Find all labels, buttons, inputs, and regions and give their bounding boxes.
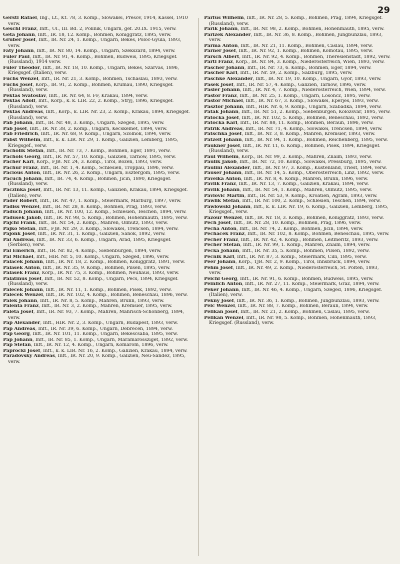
list-entry: Pasek Josef, Inft., IR. Nr. 57, 4. Komp., Galizien, Tarnów, 1896, verw.	[204, 82, 367, 88]
entry-name: Parma Anton	[204, 43, 238, 49]
entry-name: Pecher Stefan	[204, 243, 241, 249]
list-entry: Palenta Franz, Inft., IR. Nr. 3, 2. Komp., Mähren, Kremsier, 1895, verw.	[3, 304, 173, 310]
entry-name: Patschka Josef	[204, 132, 242, 138]
list-entry: Palacek Johann, Inft., IR. Nr. 18, 2. Komp., Böhmen, Königgrätz, 1891, verw.	[3, 260, 186, 266]
list-entry: Patocka Karl, Inft., IR. Nr. 88, 11. Komp., Böhmen, Beraun, 1896, verw.	[204, 121, 374, 127]
entry-name: Pap Georg	[3, 332, 30, 338]
entry-details: Inft., IR. Nr. 21, 11. Komp., Böhmen, Časlau, 1894, verw.	[240, 43, 374, 49]
entry-details: Inft., IR. Nr. 54, 2. Komp., Mähren, Olmütz, 1893, verw.	[38, 221, 169, 227]
entry-details: Inft., IR. Nr. 72, 10. Komp., Slowakei, Pressburg, 1895, verw.	[239, 160, 382, 166]
entry-details: Inft., IR. Nr. 52, 8. Komp., Ungarn, Pécs, 1894, Kriegsgef. (Russland), verw.	[8, 276, 179, 288]
list-entry: Pech Josef, Inft., IR. Nr. 28, 10. Komp., Böhmen, Prag, 1896, verw.	[204, 221, 362, 227]
list-entry: Peer Johann, Korp., TJR. Nr. 2, 9. Komp., Tirol, Innsbruck, 1894, verw.	[204, 260, 371, 266]
entry-details: Inft., IR. Nr. 3, 2. Komp., Mähren, Kremsier, 1895, verw.	[41, 304, 173, 310]
entry-details: Inft., IR. Nr. 100, 12. Komp., Schlesien, Teschen, 1894, verw.	[44, 210, 187, 216]
entry-details: Inft., IR. Nr. 97, 3. Komp., Küstenland, Triest, 1894, verw.	[252, 165, 388, 171]
entry-details: Inft., IR. Nr. 1, 4. Komp., Schlesien, Troppau, 1896, verw.	[40, 165, 174, 171]
entry-details: Inft., IR. Nr. 67, 3. Komp., Slowakei, Eperjes, 1893, verw.	[245, 99, 379, 105]
list-entry: Fuchs Wenzel, Inft., IR. Nr. 21, 3. Komp., Böhmen, Tschaslau, 1893, verw.	[3, 77, 178, 83]
list-entry: Pavelka Anton, Inft., IR. Nr. 8, 4. Komp., Mähren, Brünn, 1896, verw.	[204, 176, 369, 182]
list-entry: Pacholik Stefan, Inft., IR. Nr. 73, 7. Komp., Böhmen, Eger, 1891, verw.	[3, 149, 171, 155]
entry-name: Paulik Jakob	[204, 160, 237, 166]
entry-name: Pektas Svatoslav	[3, 93, 46, 99]
entry-name: Faty Johann	[3, 49, 34, 55]
list-entry: Parfus Wilhelm, Inft., IR. Nr. 28, 5. Komp., Böhmen, Prag, 1894, Kriegsgef. (Russland), verw.	[204, 16, 383, 27]
entry-details: Inft., IR. Nr. 21, 2. Komp., Böhmen, Časlau, 1895, verw.	[240, 309, 370, 315]
list-entry: Pecher Stefan, Inft., IR. Nr. 99, 1. Komp., Mähren, Znaim, 1894, verw.	[204, 243, 371, 249]
entry-name: Patrik Andreas	[204, 126, 243, 132]
list-entry: Paprocki Josef, Inft., k. k. LIR. Nr. 16, 2. Komp., Galizien, Krakau, 1894, verw.	[3, 348, 188, 354]
entry-name: Pachols Georg	[3, 154, 41, 160]
entry-details: Inft., IR. Nr. 8, 5. Komp., Mähren, Brünn, 1893, verw.	[39, 298, 165, 304]
list-entry: Partl Franz, Korp., IR. Nr. 84, 3. Komp., Niederösterreich, Wien, 1893, verw.	[204, 60, 385, 66]
entry-name: Fuler Theodor	[3, 65, 40, 71]
entry-details: Inft., IR. Nr. 18, 10. Komp., Ungarn, Bekés, Szarvas, 1896, Kriegsgef. (Italien), verw.	[8, 65, 180, 77]
entry-details: Korp., IR. 91, 2. Komp., Böhmen, Krumau, 1890, Kriegsgef. (Russland), verw.	[8, 82, 174, 94]
entry-name: Fuchs Josef	[3, 82, 33, 88]
list-entry: Pab Friedrich, Inft., IR. Nr. 68, 9. Komp., Ungarn, Szolnok, 1894, verw.	[3, 132, 172, 138]
entry-details: Inft., IR. Nr. 51, 2. Komp., Siebenbürgen, Kolozsvár, 1895, verw.	[241, 110, 391, 116]
entry-name: Pascher Johann	[204, 65, 245, 71]
entry-name: Pasler Johann	[204, 88, 240, 94]
entry-name: Fuchs Wenzel	[3, 77, 39, 83]
list-entry: Palecek Johann, Inft., IR. Nr. 11, 1. Komp., Böhmen, Pisek, 1892, verw.	[3, 287, 172, 293]
entry-name: Palasek Anton	[3, 265, 40, 271]
entry-details: Inft., IR. Nr. 18, 3. Komp., Böhmen, Königgrätz, 1893, verw.	[244, 215, 384, 221]
entry-details: Inft., IR. Nr. 98, 2. Komp., Böhmen, Hohenmauth, 1895, verw.	[240, 27, 385, 33]
list-entry: Pasler Johann, Inft., IR. Nr. 4, 7. Komp., Niederösterreich, Wien, 1894, verw.	[204, 88, 386, 94]
entry-details: Inft., IR. Nr. 35, 5. Komp., Böhmen, Pilsen, 1892, verw.	[242, 248, 370, 254]
entry-name: Palacek Johann	[3, 260, 43, 266]
entry-name: Parizek Alexander	[204, 32, 251, 38]
entry-details: Inft., IR. Nr. 74, 2. Komp., Böhmen, Jičín, 1894, verw.	[239, 226, 364, 232]
entry-details: Inft., IR. Nr. 33, 6. Komp., Ungarn, Arad, 1895, Kriegsgef. (Serbien), verw.	[8, 237, 172, 249]
entry-name: Pacher Karl	[3, 160, 34, 166]
entry-name: Paduch Johann	[3, 210, 42, 216]
entry-details: Inft., IR. Nr. 12, 4. Komp., Ungarn, Komárom, 1896, verw.	[33, 343, 169, 349]
entry-details: Inft., IR. Nr. 46, 4. Komp., Ungarn, Szeged, 1896, Kriegsgef. (Italien), verw.	[209, 287, 383, 299]
entry-name: Padusek Jakob	[3, 215, 41, 221]
entry-name: Geschl Franz	[3, 27, 37, 33]
entry-name: Pehm Josef	[204, 265, 233, 271]
entry-name: Pecnik Karl	[204, 254, 235, 260]
entry-name: Pektas Andreas	[3, 110, 43, 116]
entry-name: Pap Johann	[3, 337, 33, 343]
entry-name: Geta Johann	[3, 32, 35, 38]
entry-details: Inft., IR. Nr. 27, 11. Komp., Steiermark, Graz, 1894, verw.	[244, 282, 380, 288]
entry-details: Inft., IR. Nr. 18, 2. Komp., Böhmen, Königgrätz, 1891, verw.	[45, 260, 186, 266]
entry-details: Inft., IR. Nr. 98, 5. Komp., Böhmen, Hohenmauth, 1895, verw.	[43, 215, 188, 221]
entry-details: Inft., FJB. Nr. 29, 3. Komp., Slowakei, Trencsén, 1894, verw.	[38, 226, 179, 232]
list-entry: Pap Georg, Inft., IR. Nr. 101, 11. Komp., Ungarn, Békéscsaba, 1895, verw.	[3, 332, 179, 338]
list-entry: Fuler Paul, Inft., IR. Nr. 91, 4. Komp., Böhmen, Budweis, 1895, Kriegsgef. (Russland), 1914 verw.	[3, 54, 178, 66]
entry-details: Inft., IR. Nr. 36, 1. Komp., Böhmen, Jungbunzlau, 1893, verw.	[236, 298, 380, 304]
entry-name: Paprocki Josef	[3, 348, 41, 354]
entry-name: Palatinus Josef	[3, 276, 42, 282]
list-entry: Paulini Alexander, Inft., IR. Nr. 97, 3. Komp., Küstenland, Triest, 1894, verw.	[204, 165, 388, 171]
list-entry: Parsch Albert, Inft., IR. Nr. 92, 4. Komp., Böhmen, Theresienstadt, 1892, verw.	[204, 54, 391, 60]
entry-details: Inft., IR. 74, 4. Komp., Böhmen, Jičín, 1890, Kriegsgef. (Russland), verw.	[8, 176, 172, 188]
entry-name: Parsch Albert	[204, 54, 240, 60]
entry-details: Inft., IR. Nr. 13, 11. Komp., Galizien, Krakau, 1894, Kriegsgef. (Italien), verw.	[8, 187, 188, 199]
entry-details: Inft., IR. Nr. 21, 3. Komp., Böhmen, Tschaslau, 1893, verw.	[41, 77, 178, 83]
entry-name: Paleta Josef	[3, 309, 34, 315]
entry-name: Pektas Adolf	[3, 99, 36, 105]
entry-name: Palenta Franz	[3, 304, 39, 310]
list-entry: Paschke Alexander, Inft., IR. Nr. 19, 10. Komp., Ungarn, Győr, 1893, verw.	[204, 77, 382, 83]
entry-name: Pacious Anton	[3, 171, 40, 177]
entry-name: Paradovsky Andreas	[3, 354, 55, 360]
entry-details: Inft., IR. Nr. 57, 10. Komp., Galizien, Tarnów, 1895, verw.	[42, 154, 177, 160]
entry-name: Pachur Franz	[3, 165, 38, 171]
list-entry: Paukner Josef, Inft., IR. Nr. 11, 6. Komp., Böhmen, Pisek, 1894, Kriegsgef. (Russland), verw.	[204, 143, 381, 155]
entry-details: Inft., IR. Nr. 47, 1. Komp., Steiermark, Marburg, 1897, verw.	[40, 199, 182, 205]
entry-name: Patzelt Johann	[204, 138, 242, 144]
list-entry: Pelikan Josef, Inft., IR. Nr. 21, 2. Komp., Böhmen, Časlau, 1895, verw.	[204, 309, 370, 315]
list-entry: Paczinka Josef, Inft., IR. Nr. 13, 11. Komp., Galizien, Krakau, 1894, Kriegsgef. (Italien), verw.	[3, 187, 188, 199]
list-entry: Palek Johann, Inft., IR. Nr. 8, 5. Komp., Mähren, Brünn, 1893, verw.	[3, 298, 165, 304]
entry-details: Inft., IR. Nr. 24, 1. Komp., Ungarn, Bekés, Pölöc-Gyula, 1893, verw.	[8, 38, 182, 49]
entry-name: Pastor Michael	[204, 99, 243, 105]
entry-details: Inft., IR. Nr. 4, 7. Komp., Niederösterreich, Wien, 1894, verw.	[242, 88, 386, 94]
entry-details: Inft., k. k. LIR. Nr. 29, 1. Komp., Galizien, Lemberg, 1895, Kriegsgef., verw.	[8, 138, 179, 149]
entry-name: Peinlich Anton	[204, 282, 243, 288]
entry-name: Palecek Wenzel	[3, 293, 43, 299]
list-entry: Peinlich Anton, Inft., IR. Nr. 27, 11. Komp., Steiermark, Graz, 1894, verw.	[204, 282, 380, 288]
entry-name: Pab Friedrich	[3, 132, 38, 138]
list-entry: Parizek Alexander, Inft., IR. Nr. 36, 8. Komp., Böhmen, Jungbunzlau, 1893, verw.	[204, 32, 383, 44]
entry-name: Parner Josef	[204, 49, 236, 55]
entry-name: Pajchl Frank	[3, 221, 36, 227]
entry-details: Inft., IR. Nr. 94, 1. Komp., Böhmen, Reichenberg, 1895, verw.	[244, 138, 388, 144]
entry-name: Pech Josef	[204, 221, 231, 227]
entry-name: Pascher Karl	[204, 71, 238, 77]
entry-name: Pecher Franz	[204, 237, 238, 243]
list-entry: Padusek Jakob, Inft., IR. Nr. 98, 5. Komp., Böhmen, Hohenmauth, 1895, verw.	[3, 215, 188, 221]
list-entry: Pehm Josef, Inft., IR. Nr. 49, 2. Komp., Niederösterreich, St. Pölten, 1893, verw.	[204, 265, 379, 277]
list-entry: Pacuch Johann, Inft., IR. 74, 4. Komp., Böhmen, Jičín, 1890, Kriegsgef. (Russland), verw.	[3, 176, 172, 188]
list-entry: Pecha Anton, Inft., IR. Nr. 74, 2. Komp., Böhmen, Jičín, 1894, verw.	[204, 226, 364, 232]
list-entry: Fuchs Josef, Korp., IR. 91, 2. Komp., Böhmen, Krumau, 1890, Kriegsgef. (Russland), verw.	[3, 82, 174, 94]
list-entry: Pecher Franz, Inft., IR. Nr. 42, 4. Komp., Böhmen, Leitmeritz, 1893, verw.	[204, 237, 379, 243]
list-entry: Pachols Georg, Inft., IR. Nr. 57, 10. Komp., Galizien, Tarnów, 1895, verw.	[3, 154, 177, 160]
entry-name: Palecek Johann	[3, 287, 43, 293]
entry-details: Inft., IR. Nr. 19, 10. Komp., Ungarn, Győr, 1893, verw.	[255, 77, 382, 83]
list-entry: Pasztor Johann, Inft., HIR. Nr. 6, 9. Komp., Ungarn, Szabadka, 1894, verw.	[204, 104, 382, 110]
list-entry: Gerstl Rafael, Ing., Lt., Kt. 78, 3. Komp., Slowakei, Prešov, 1914, Kassel, 1910 verw.	[3, 16, 188, 27]
entry-details: Inft., IR. Nr. 64, 8. FF, Krakau, 1894, verw.	[48, 93, 149, 99]
entry-details: Inft., IR. Nr. 11, 1. Komp., Böhmen, Pisek, 1892, verw.	[45, 287, 172, 293]
entry-name: Patocka Karl	[204, 121, 238, 127]
entry-details: Inft., k. k. LIR. Nr. 19, 6. Komp., Galizien, Lemberg, 1895, Kriegsgef., verw.	[209, 204, 389, 216]
entry-name: Pasek Josef	[204, 82, 234, 88]
list-entry: Pascher Johann, Inft., IR. Nr. 73, 6. Komp., Böhmen, Eger, 1894, verw.	[204, 65, 372, 71]
entry-details: Inft., IR. Nr. 48, 3. Komp., Ungarn, Szeged, 1895, verw.	[35, 121, 165, 127]
entry-details: Inft., IR. Nr. 102, 5. Komp., Böhmen, Beneschau, 1892, verw.	[241, 115, 384, 121]
list-entry: Gruber Josef, Inft., IR. Nr. 24, 1. Komp., Ungarn, Bekés, Pölöc-Gyula, 1893, verw.	[3, 38, 182, 49]
list-entry: Palecek Wenzel, Inft., IR. Nr. 102, 4. Komp., Böhmen, Beneschau, 1896, verw.	[3, 293, 188, 299]
list-entry: Paduch Johann, Inft., IR. Nr. 100, 12. Komp., Schlesien, Teschen, 1894, verw.	[3, 210, 187, 216]
entry-details: Inft., IR. Nr. 3, 8. Komp., Mähren, Kremsier, 1893, verw.	[244, 132, 376, 138]
list-entry: Paleta Josef, Inft., IR. Nr. 93, 7. Komp., Mähren, Mährisch-Schönberg, 1894, verw.	[3, 309, 185, 321]
entry-details: Inft., IR. Nr. 13, 7. Komp., Galizien, Krakau, 1894, verw.	[238, 182, 369, 188]
list-entry: Pab Josef, Inft., IR. Nr. 38, 2. Komp., Ungarn, Kecskemét, 1894, verw.	[3, 126, 168, 132]
entry-name: Pavlovic Martin	[204, 193, 245, 199]
entry-name: Peker Johann	[204, 287, 239, 293]
entry-details: Inft., IR. Nr. 93, 7. Komp., Mähren, Mährisch-Schönberg, 1894, verw.	[8, 309, 185, 321]
entry-details: Inft., IR. Nr. 102, 8. Komp., Böhmen, Beneschau, 1895, verw.	[247, 232, 390, 238]
entry-details: Inft., IR. Nr. 31, 1. Komp., Galizien, Sanok, 1892, verw.	[37, 232, 166, 238]
entry-name: Pabst Wilhelm	[3, 138, 41, 144]
entry-details: Inft., HIR. Nr. 6, 9. Komp., Ungarn, Szabadka, 1894, verw.	[245, 104, 382, 110]
entry-name: Gruber Josef	[3, 38, 36, 44]
list-entry: Patschka Josef, Inft., IR. Nr. 3, 8. Komp., Mähren, Kremsier, 1893, verw.	[204, 132, 376, 138]
entry-details: Inft., Korp., k. LIR. Nr. 23, 2. Komp., Krakau, 1894, Kriegsgef. (Russland), verw.	[8, 110, 190, 121]
list-entry: Pavlovic Martin, Inft., IR. Nr. 53, 9. Komp., Kroatien, Agram, 1893, verw.	[204, 193, 378, 199]
entry-name: Pal Andreas	[3, 237, 34, 243]
list-entry: Patak Johann, Inft., IR. Nr. 51, 2. Komp., Siebenbürgen, Kolozsvár, 1895, verw.	[204, 110, 391, 116]
entry-name: Padiss Wenzel	[3, 204, 40, 210]
entry-name: Paschke Alexander	[204, 77, 253, 83]
list-entry: Geta Johann, Inft., IR. 18, 12. Komp., Böhmen, Koniggrätz, 1895, verw.	[3, 32, 172, 38]
entry-details: Inft., IR. Nr. 53, 9. Komp., Kroatien, Agram, 1893, verw.	[247, 193, 378, 199]
entry-name: Gerstl Rafael	[3, 16, 37, 21]
entry-details: Inft., IR. Nr. 38, 2. Komp., Ungarn, Kecskemét, 1894, verw.	[29, 126, 168, 132]
entry-details: Inft., IR. Nr. 26, 2. Komp., Ungarn, Esztergom, 1895, verw.	[42, 171, 181, 177]
entry-name: Paul Wilhelm	[204, 154, 239, 160]
entry-details: Inft., IR. Nr. 101, 11. Komp., Ungarn, Békéscsaba, 1895, verw.	[32, 332, 179, 338]
entry-details: Inft., IR. Nr. 36, 8. Komp., Böhmen, Jungbunzlau, 1893, verw.	[209, 32, 383, 44]
entry-details: Inft., IR. Nr. 28, 8. Komp., Böhmen, Prag, 1893, verw.	[42, 204, 167, 210]
list-entry: Parik Johann, Inft., IR. Nr. 98, 2. Komp., Böhmen, Hohenmauth, 1895, verw.	[204, 27, 385, 33]
entry-details: Inft., IR. Nr. 54, 1. Komp., Mähren, Olmütz, 1895, verw.	[242, 187, 373, 193]
entry-details: Inft., IR. Nr. 88, 7. Komp., Böhmen, Beraun, 1894, verw.	[237, 304, 369, 310]
list-entry: Pauser Johann, Inft., IR. Nr. 14, 5. Komp., Oberösterreich, Linz, 1892, verw.	[204, 171, 385, 177]
list-entry: Pachur Franz, Inft., IR. Nr. 1, 4. Komp., Schlesien, Troppau, 1896, verw.	[3, 165, 174, 171]
entry-details: Inft., IR. Nr. 99, 1. Komp., Mähren, Znaim, 1894, verw.	[242, 243, 371, 249]
list-entry: Peichl Georg, Inft., IR. Nr. 91, 6. Komp., Böhmen, Budweis, 1895, verw.	[204, 276, 374, 282]
right-column	[204, 16, 392, 327]
entry-details: Inft., IR. Nr. 98, 5. Komp., Böhmen, Hohenmauth, 1893, Kriegsgef. (Russland), verw.	[209, 315, 377, 327]
list-entry: Pajonk Josef, Inft., IR. Nr. 31, 1. Komp., Galizien, Sanok, 1892, verw.	[3, 232, 166, 238]
entry-details: Inft., IR. Nr. 68, 9. Komp., Ungarn, Szolnok, 1894, verw.	[40, 132, 172, 138]
entry-name: Patak Johann	[204, 110, 239, 116]
entry-details: Inft., Korp., k. k. LIR. 22, 2. Komp., Stryj, 1896, Kriegsgef. (Russland), verw.	[8, 99, 174, 110]
entry-name: Pazour Wenzel	[204, 215, 242, 221]
entry-details: Korp., IR. Nr. 99, 2. Komp., Mähren, Znaim, 1893, verw.	[241, 154, 372, 160]
list-entry: Pacher Karl, Korp., FJB. Nr. 24, 3. Komp., Tirol, Bozen, 1893, verw.	[3, 160, 163, 166]
entry-details: Inft., IR. Nr. 11, 6. Komp., Böhmen, Pisek, 1894, Kriegsgef. (Russland), verw.	[209, 143, 381, 155]
entry-name: Parik Johann	[204, 27, 238, 33]
list-entry: Pal Michael, Inft., HIR. Nr. 5, 10. Komp., Ungarn, Szeged, 1896, verw.	[3, 254, 170, 260]
list-entry: Parner Josef, Inft., IR. Nr. 92, 1. Komp., Böhmen, Komotau, 1895, verw.	[204, 49, 374, 55]
entry-name: Peer Johann	[204, 260, 236, 266]
entry-details: Inft., IR. Nr. 100, 2. Komp., Schlesien, Teschen, 1894, verw.	[242, 199, 381, 205]
list-entry: Pader Robert, Inft., IR. Nr. 47, 1. Komp., Steiermark, Marburg, 1897, verw.	[3, 199, 182, 205]
list-entry: Paradovsky Andreas, Inft., IR. Nr. 20, 9. Komp., Galizien, Neu-Sandez, 1895, verw.	[3, 354, 186, 365]
list-entry: Patzelt Johann, Inft., IR. Nr. 94, 1. Komp., Böhmen, Reichenberg, 1895, verw.	[204, 138, 388, 144]
entry-name: Pecka Johann	[204, 248, 240, 254]
entry-details: Inft., IR. Nr. 80, 14. Komp., Ungarn, Szekszárd, 1894, verw.	[36, 49, 176, 55]
entry-details: Inft., IR. Nr. 73, 7. Komp., Böhmen, Eger, 1891, verw.	[46, 149, 171, 155]
entry-details: Inft., IR. Nr. 42, 4. Komp., Böhmen, Leitmeritz, 1893, verw.	[240, 237, 379, 243]
entry-details: Inft., IR. Nr. 57, 4. Komp., Galizien, Tarnów, 1896, verw.	[236, 82, 367, 88]
entry-name: Pechacek Franz	[204, 232, 245, 238]
entry-name: Pal Emerich	[3, 248, 35, 254]
list-entry: Pechacek Franz, Inft., IR. Nr. 102, 8. Komp., Böhmen, Beneschau, 1895, verw.	[204, 232, 390, 238]
list-entry: Pektas Svatoslav, Inft., IR. Nr. 64, 8. FF, Krakau, 1894, verw.	[3, 93, 149, 99]
entry-name: Pauser Johann	[204, 171, 242, 177]
entry-name: Pavlik Johann	[204, 187, 240, 193]
entry-details: Inft., IR. Nr. 82, 4. Komp., Siebenbürgen, 1894, verw.	[37, 248, 162, 254]
entry-name: Fuler Paul	[3, 54, 30, 60]
list-entry: Pabst Wilhelm, Inft., k. k. LIR. Nr. 29, 1. Komp., Galizien, Lemberg, 1895, Kriegsgef., verw.	[3, 138, 179, 149]
entry-details: Inft., IR. Nr. 88, 11. Komp., Böhmen, Beraun, 1896, verw.	[240, 121, 374, 127]
entry-details: Korp., TJR. Nr. 2, 9. Komp., Tirol, Innsbruck, 1894, verw.	[238, 260, 371, 266]
entry-name: Parfus Wilhelm	[204, 16, 244, 21]
entry-details: Inft., IR. Nr. 91, 6. Komp., Böhmen, Budweis, 1895, verw.	[240, 276, 374, 282]
list-entry: Pelc Wenzel, Inft., IR. Nr. 88, 7. Komp., Böhmen, Beraun, 1894, verw.	[204, 304, 369, 310]
list-entry: Pavlik Johann, Inft., IR. Nr. 54, 1. Komp., Mähren, Olmütz, 1895, verw.	[204, 187, 373, 193]
list-entry: Pab Johann, Inft., IR. Nr. 48, 3. Komp., Ungarn, Szeged, 1895, verw.	[3, 121, 165, 127]
list-entry: Patocka Josef, Inft., IR. Nr. 102, 5. Komp., Böhmen, Beneschau, 1892, verw.	[204, 115, 384, 121]
page-number: 29	[377, 6, 390, 16]
list-entry: Palatinus Josef, Inft., IR. Nr. 52, 8. Komp., Ungarn, Pécs, 1894, Kriegsgef. (Russland), verw.	[3, 276, 179, 288]
entry-name: Pal Michael	[3, 254, 34, 260]
entry-details: Inft., IR. Nr. 35, 9. Komp., Böhmen, Pilsen, 1895, verw.	[42, 265, 171, 271]
entry-details: Inft., IR. Nr. 92, 1. Komp., Böhmen, Komotau, 1895, verw.	[238, 49, 374, 55]
entry-name: Pelc Wenzel	[204, 304, 235, 310]
entry-details: Korp., IR. Nr. 84, 3. Komp., Niederösterreich, Wien, 1893, verw.	[235, 60, 385, 66]
entry-name: Pawlowski Johann	[204, 204, 251, 210]
list-entry: Pajchl Frank, Inft., IR. Nr. 54, 2. Komp., Mähren, Olmütz, 1893, verw.	[3, 221, 169, 227]
list-entry: Pekny Josef, Inft., IR. Nr. 36, 1. Komp., Böhmen, Jungbunzlau, 1893, verw.	[204, 298, 380, 304]
entry-details: Inft., IR. Nr. 85, 1. Komp., Ungarn, Máramarossziget, 1892, verw.	[35, 337, 189, 343]
entry-details: Inft., HIR. Nr. 5, 10. Komp., Ungarn, Szeged, 1896, verw.	[36, 254, 170, 260]
entry-name: Pacholik Stefan	[3, 149, 44, 155]
entry-details: Inft., k. k. LIR. Nr. 16, 2. Komp., Galizien, Krakau, 1894, verw.	[43, 348, 188, 354]
list-entry: Pal Emerich, Inft., IR. Nr. 82, 4. Komp., Siebenbürgen, 1894, verw.	[3, 248, 162, 254]
entry-name: Pelikan Wenzel	[204, 315, 244, 321]
entry-details: Ing., Lt., Kt. 78, 3. Komp., Slowakei, Prešov, 1914, Kassel, 1910 verw.	[8, 16, 188, 27]
entry-details: Inft., HIR. Nr. 2, 3. Komp., Ungarn, Budapest, 1893, verw.	[42, 321, 179, 327]
entry-details: Inft., IR. Nr. 59, 2. Komp., Salzburg, 1895, verw.	[240, 71, 353, 77]
entry-details: Inft., IR. Nr. 28, 5. Komp., Böhmen, Prag, 1894, Kriegsgef. (Russland), verw.	[209, 16, 383, 27]
list-entry: Pajko Stefan, Inft., FJB. Nr. 29, 3. Komp., Slowakei, Trencsén, 1894, verw.	[3, 226, 179, 232]
entry-name: Paulini Alexander	[204, 165, 250, 171]
list-entry: Pazour Wenzel, Inft., IR. Nr. 18, 3. Komp., Böhmen, Königgrätz, 1893, verw.	[204, 215, 384, 221]
list-entry: Pecnik Karl, Inft., IR. Nr. 87, 3. Komp., Steiermark, Cilli, 1895, verw.	[204, 254, 367, 260]
entry-details: Inft., IR. Nr. 102, 4. Komp., Böhmen, Beneschau, 1896, verw.	[45, 293, 188, 299]
entry-details: Inft., IR. Nr. 92, 4. Komp., Böhmen, Theresienstadt, 1892, verw.	[242, 54, 391, 60]
entry-name: Pavlik Franz	[204, 182, 236, 188]
entry-name: Pab Johann	[3, 121, 33, 127]
list-entry: Pawlik Stefan, Inft., IR. Nr. 100, 2. Komp., Schlesien, Teschen, 1894, verw.	[204, 199, 381, 205]
left-column	[3, 16, 191, 365]
entry-name: Pacuch Johann	[3, 176, 42, 182]
list-entry: Pecka Johann, Inft., IR. Nr. 35, 5. Komp., Böhmen, Pilsen, 1892, verw.	[204, 248, 370, 254]
entry-details: Inft., IR. Nr. 8, 4. Komp., Mähren, Brünn, 1896, verw.	[243, 176, 369, 182]
list-entry: Pal Andreas, Inft., IR. Nr. 33, 6. Komp., Ungarn, Arad, 1895, Kriegsgef. (Serbien), verw.	[3, 237, 172, 249]
entry-name: Patocka Josef	[204, 115, 239, 121]
entry-details: Inft., IR. Nr. 14, 5. Komp., Oberösterreich, Linz, 1892, verw.	[244, 171, 385, 177]
list-entry: Palasek Franz, Korp., IR. Nr. 75, 3. Komp., Böhmen, Neuhaus, 1893, verw.	[3, 271, 180, 277]
entry-name: Pajko Stefan	[3, 226, 36, 232]
list-entry: Pastor Franz, Inft., IR. Nr. 25, 1. Komp., Ungarn, Losoncz, 1895, verw.	[204, 93, 371, 99]
list-entry: Pascher Karl, Inft., IR. Nr. 59, 2. Komp., Salzburg, 1895, verw.	[204, 71, 353, 77]
entry-name: Partl Franz	[204, 60, 233, 66]
list-entry: Pap Alexander, Inft., HIR. Nr. 2, 3. Komp., Ungarn, Budapest, 1893, verw.	[3, 321, 179, 327]
list-entry: Pap Andreas, Inft., IR. Nr. 39, 6. Komp., Ungarn, Debrecen, 1894, verw.	[3, 326, 173, 332]
list-entry: Fuler Theodor, Inft., IR. Nr. 18, 10. Komp., Ungarn, Bekés, Szarvas, 1896, Kriegsgef. (Italien), verw.	[3, 65, 180, 77]
list-entry: Padiss Wenzel, Inft., IR. Nr. 28, 8. Komp., Böhmen, Prag, 1893, verw.	[3, 204, 167, 210]
entry-name: Pajonk Josef	[3, 232, 35, 238]
list-entry: Pacious Anton, Inft., IR. Nr. 26, 2. Komp., Ungarn, Esztergom, 1895, verw.	[3, 171, 181, 177]
entry-details: Inft., IR. 18, 12. Komp., Böhmen, Koniggrätz, 1895, verw.	[37, 32, 172, 38]
column-divider	[198, 18, 199, 556]
list-entry: Pektas Andreas, Inft., Korp., k. LIR. Nr. 23, 2. Komp., Krakau, 1894, Kriegsgef. (Russland), verw.	[3, 110, 190, 121]
entry-name: Pawlik Stefan	[204, 199, 240, 205]
entry-details: Inft., IR. Nr. 28, 10. Komp., Böhmen, Prag, 1896, verw.	[233, 221, 362, 227]
entry-details: Inft., IR. Nr. 49, 2. Komp., Niederösterreich, St. Pölten, 1893, verw.	[209, 265, 379, 277]
list-entry: Parma Anton, Inft., IR. Nr. 21, 11. Komp., Böhmen, Časlau, 1894, verw.	[204, 43, 374, 49]
list-entry: Pap Stefan, Inft., IR. Nr. 12, 4. Komp., Ungarn, Komárom, 1896, verw.	[3, 343, 169, 349]
entry-name: Pap Stefan	[3, 343, 31, 349]
entry-details: Inft., IR. Nr. 87, 3. Komp., Steiermark, Cilli, 1895, verw.	[237, 254, 367, 260]
list-entry: Pelikan Wenzel, Inft., IR. Nr. 98, 5. Komp., Böhmen, Hohenmauth, 1893, Kriegsgef. (Russland), verw.	[204, 315, 377, 327]
entry-name: Paczinka Josef	[3, 187, 41, 193]
list-entry: Faty Johann, Inft., IR. Nr. 80, 14. Komp., Ungarn, Szekszárd, 1894, verw.	[3, 49, 176, 55]
entry-name: Pelikan Josef	[204, 309, 238, 315]
entry-details: Korp., IR. Nr. 75, 3. Komp., Böhmen, Neuhaus, 1893, verw.	[41, 271, 180, 277]
list-entry: Geschl Franz, Inft., Ul., III. Bd. 2, Polinik, Ungarn, gef. 20.IX. 1915, verw.	[3, 27, 177, 33]
list-entry: Paul Wilhelm, Korp., IR. Nr. 99, 2. Komp., Mähren, Znaim, 1893, verw.	[204, 154, 372, 160]
entry-name: Pastor Franz	[204, 93, 237, 99]
entry-name: Pap Andreas	[3, 326, 36, 332]
list-entry: Pektas Adolf, Inft., Korp., k. k. LIR. 22, 2. Komp., Stryj, 1896, Kriegsgef. (Russland), verw.	[3, 99, 174, 110]
list-entry: Pastor Michael, Inft., IR. Nr. 67, 3. Komp., Slowakei, Eperjes, 1893, verw.	[204, 99, 379, 105]
list-entry: Pap Johann, Inft., IR. Nr. 85, 1. Komp., Ungarn, Máramarossziget, 1892, verw.	[3, 337, 189, 343]
entry-name: Palasek Franz	[3, 271, 39, 277]
entry-details: Inft., IR. Nr. 25, 1. Komp., Ungarn, Losoncz, 1895, verw.	[239, 93, 371, 99]
list-entry: Pavlik Franz, Inft., IR. Nr. 13, 7. Komp., Galizien, Krakau, 1894, verw.	[204, 182, 369, 188]
entry-details: Inft., IR. Nr. 71, 4. Komp., Slowakei, Trencsén, 1894, verw.	[245, 126, 383, 132]
entry-details: Inft., IR. Nr. 39, 6. Komp., Ungarn, Debrecen, 1894, verw.	[38, 326, 173, 332]
entry-details: Inft., IR. Nr. 73, 6. Komp., Böhmen, Eger, 1894, verw.	[247, 65, 372, 71]
entry-name: Pader Robert	[3, 199, 38, 205]
list-entry: Pawlowski Johann, Inft., k. k. LIR. Nr. 19, 6. Komp., Galizien, Lemberg, 1895, Kriegsgef., verw.	[204, 204, 389, 216]
entry-details: Inft., Ul., III. Bd. 2, Polinik, Ungarn, gef. 20.IX. 1915, verw.	[39, 27, 177, 33]
entry-details: Inft., IR. Nr. 20, 9. Komp., Galizien, Neu-Sandez, 1895, verw.	[8, 354, 186, 365]
entry-name: Pekny Josef	[204, 298, 234, 304]
entry-name: Pavelka Anton	[204, 176, 241, 182]
entry-name: Palek Johann	[3, 298, 38, 304]
entry-name: Pecha Anton	[204, 226, 237, 232]
entry-details: Inft., IR. Nr. 91, 4. Komp., Böhmen, Budweis, 1895, Kriegsgef. (Russland), 1914 verw.	[8, 54, 178, 66]
entry-name: Pap Alexander	[3, 321, 41, 327]
entry-name: Pab Josef	[3, 126, 27, 132]
entry-name: Peichl Georg	[204, 276, 238, 282]
entry-name: Pasztor Johann	[204, 104, 244, 110]
list-entry: Palasek Anton, Inft., IR. Nr. 35, 9. Komp., Böhmen, Pilsen, 1895, verw.	[3, 265, 171, 271]
entry-name: Paukner Josef	[204, 143, 240, 149]
entry-details: Korp., FJB. Nr. 24, 3. Komp., Tirol, Bozen, 1893, verw.	[36, 160, 163, 166]
list-entry: Peker Johann, Inft., IR. Nr. 46, 4. Komp., Ungarn, Szeged, 1896, Kriegsgef. (Italien), verw.	[204, 287, 383, 299]
list-entry: Patrik Andreas, Inft., IR. Nr. 71, 4. Komp., Slowakei, Trencsén, 1894, verw.	[204, 126, 383, 132]
list-entry: Paulik Jakob, Inft., IR. Nr. 72, 10. Komp., Slowakei, Pressburg, 1895, verw.	[204, 160, 382, 166]
